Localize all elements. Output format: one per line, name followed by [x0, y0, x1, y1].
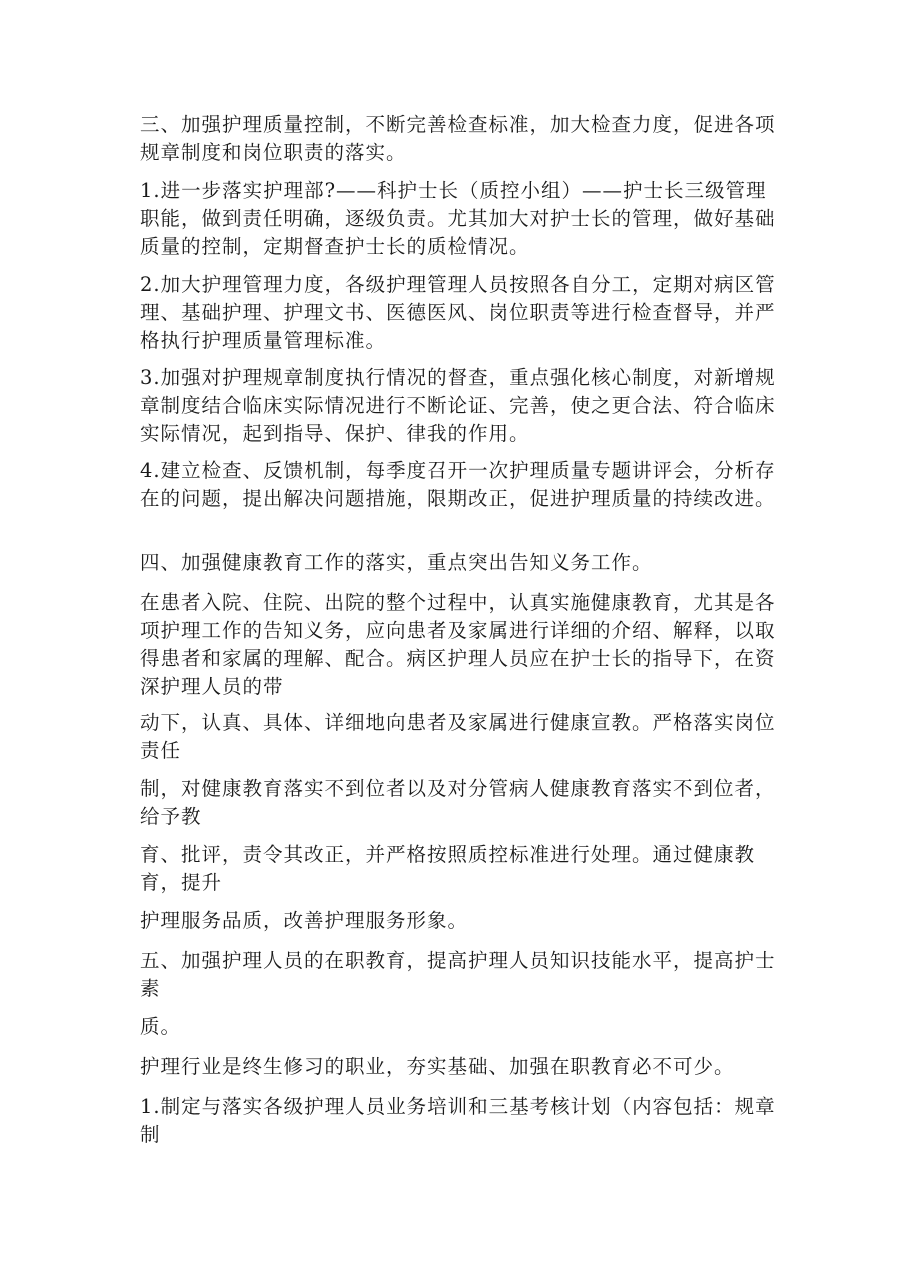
paragraph-continuation-4: 护理服务品质，改善护理服务形象。	[140, 909, 469, 932]
paragraph-item-3: 3.加强对护理规章制度执行情况的督查，重点强化核心制度，对新增规章制度结合临床实际情况进行不断论证、完善，使之更合法、符合临床实际情况，起到指导、保护、律我的作用。	[140, 366, 776, 445]
paragraph-item-2: 2.加大护理管理力度，各级护理管理人员按照各自分工，定期对病区管理、基础护理、护理文书、医德医风、岗位职责等进行检查督导，并严格执行护理质量管理标准。	[140, 273, 776, 352]
paragraph-section-5-heading: 五、加强护理人员的在职教育，提高护理人员知识技能水平，提高护士素	[140, 949, 776, 1000]
paragraph-section-3-heading: 三、加强护理质量控制，不断完善检查标准，加大检查力度，促进各项规章制度和岗位职责的落实。	[140, 113, 776, 164]
paragraph-section-4-heading: 四、加强健康教育工作的落实，重点突出告知义务工作。	[140, 551, 653, 574]
paragraph-training-plan: 1.制定与落实各级护理人员业务培训和三基考核计划（内容包括：规章制	[140, 1095, 776, 1146]
paragraph-section-5-continuation: 质。	[140, 1015, 182, 1038]
paragraph-lifelong-learning: 护理行业是终生修习的职业，夯实基础、加强在职教育必不可少。	[140, 1055, 735, 1078]
paragraph-continuation-2: 制，对健康教育落实不到位者以及对分管病人健康教育落实不到位者，给予教	[140, 777, 776, 828]
paragraph-item-1: 1.进一步落实护理部?——科护士长（质控小组）——护士长三级管理职能，做到责任明确，逐级负责。尤其加大对护士长的管理，做好基础质量的控制，定期督查护士长的质检情况。	[140, 179, 776, 258]
paragraph-item-4: 4.建立检查、反馈机制，每季度召开一次护理质量专题讲评会，分析存在的问题，提出解决问题措施，限期改正，促进护理质量的持续改进。	[140, 459, 776, 510]
paragraph-continuation-3: 育、批评，责令其改正，并严格按照质控标准进行处理。通过健康教育，提升	[140, 843, 756, 894]
paragraph-health-education: 在患者入院、住院、出院的整个过程中，认真实施健康教育，尤其是各项护理工作的告知义务，应向患者及家属进行详细的介绍、解释，以取得患者和家属的理解、配合。病区护理人员应在护士长的指导下，在资深护理人员的带	[140, 591, 776, 698]
paragraph-continuation-1: 动下，认真、具体、详细地向患者及家属进行健康宣教。严格落实岗位责任	[140, 711, 776, 762]
